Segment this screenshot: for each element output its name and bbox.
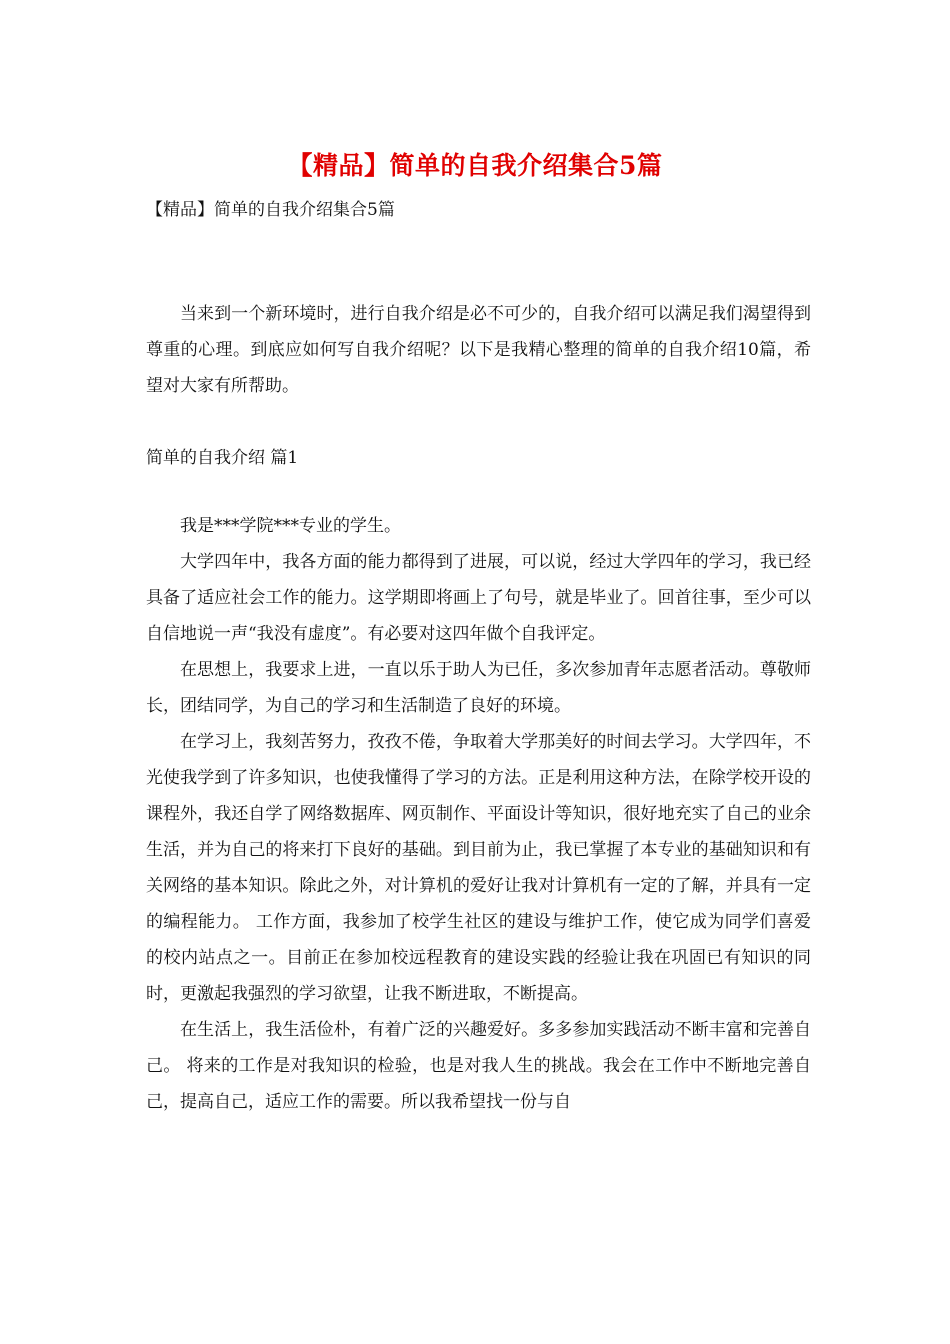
section-heading: 简单的自我介绍 篇1: [146, 448, 299, 468]
body-text: [146, 508, 811, 1120]
body-paragraph-5: 在生活上，我生活俭朴，有着广泛的兴趣爱好。多多参加实践活动不断丰富和完善自己。 将来的工作是对我知识的检验，也是对我人生的挑战。我会在工作中不断地完善自己，提高自己，适应工作的需要。所以我希望找一份与自: [146, 1020, 811, 1112]
document-title: 【精品】简单的自我介绍集合5篇: [287, 151, 663, 180]
intro-block: [146, 296, 811, 404]
body-paragraph-1: 我是***学院***专业的学生。: [180, 516, 401, 536]
body-paragraph-2: 大学四年中，我各方面的能力都得到了进展，可以说，经过大学四年的学习，我已经具备了适应社会工作的能力。这学期即将画上了句号，就是毕业了。回首往事，至少可以自信地说一声“我没有虚度”。有必要对这四年做个自我评定。: [146, 552, 811, 644]
document-subtitle: 【精品】简单的自我介绍集合5篇: [146, 200, 395, 220]
body-paragraph-4: 在学习上，我刻苦努力，孜孜不倦，争取着大学那美好的时间去学习。大学四年，不光使我学到了许多知识，也使我懂得了学习的方法。正是利用这种方法，在除学校开设的课程外，我还自学了网络数据库、网页制作、平面设计等知识，很好地充实了自己的业余生活，并为自己的将来打下良好的基础。到目前为止，我已掌握了本专业的基础知识和有关网络的基本知识。除此之外，对计算机的爱好让我对计算机有一定的了解，并具有一定的编程能力。 工作方面，我参加了校学生社区的建设与维护工作，使它成为同学们喜爱的校内站点之一。目前正在参加校远程教育的建设实践的经验让我在巩固已有知识的同时，更激起我强烈的学习欲望，让我不断进取，不断提高。: [146, 732, 811, 1004]
body-paragraph-3: 在思想上，我要求上进，一直以乐于助人为已任，多次参加青年志愿者活动。尊敬师长，团结同学，为自己的学习和生活制造了良好的环境。: [146, 660, 811, 716]
intro-paragraph: 当来到一个新环境时，进行自我介绍是必不可少的，自我介绍可以满足我们渴望得到尊重的心理。到底应如何写自我介绍呢？以下是我精心整理的简单的自我介绍10篇，希望对大家有所帮助。: [146, 304, 811, 396]
